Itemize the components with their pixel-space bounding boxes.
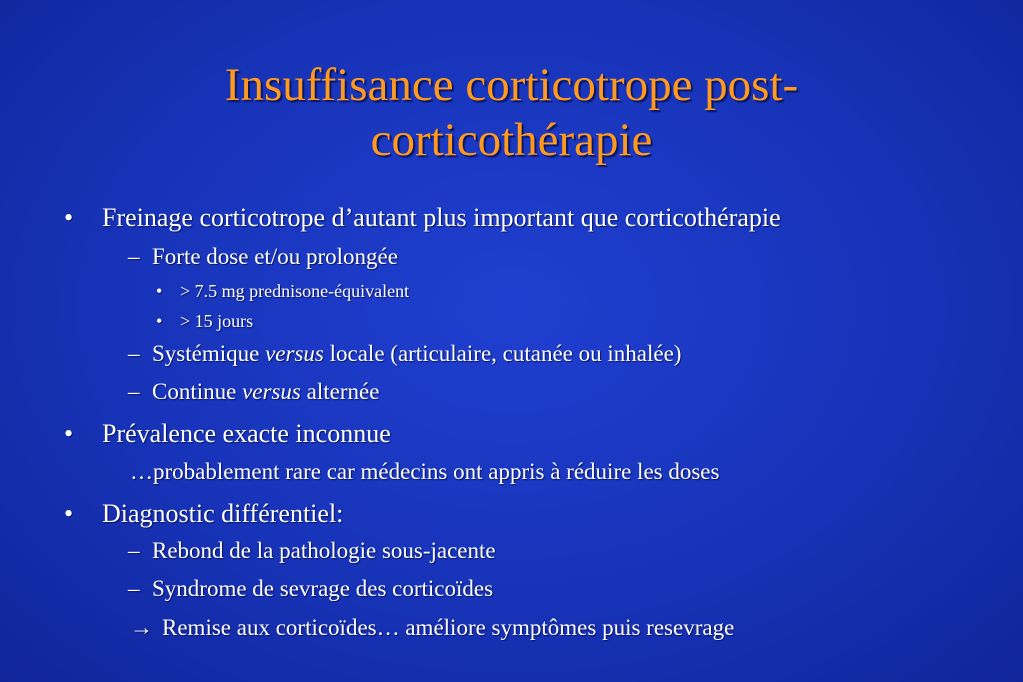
dash-icon: – — [128, 538, 140, 563]
subitem-systemique — [128, 341, 681, 367]
subitem-text-post: alternée — [300, 379, 380, 404]
subsubitem-text: > 7.5 mg prednisone-équivalent — [180, 281, 410, 301]
bullet-text: Diagnostic différentiel: — [102, 499, 344, 528]
subitem-continue — [128, 379, 379, 405]
dash-icon: – — [128, 341, 140, 366]
subitem-rebond — [128, 538, 496, 564]
subitem-text-em: versus — [265, 341, 324, 366]
slide-title — [60, 58, 963, 168]
subitem-syndrome — [128, 576, 493, 602]
arrow-right-icon: → — [130, 615, 153, 640]
bullet-icon: • — [156, 311, 163, 331]
subitem-text: Forte dose et/ou prolongée — [152, 244, 398, 269]
subitem-text-post: locale (articulaire, cutanée ou inhalée) — [323, 341, 682, 366]
dash-icon: – — [128, 379, 140, 404]
arrow-remise — [130, 615, 734, 641]
bullet-icon: • — [64, 499, 74, 528]
continuation-prevalence — [130, 459, 719, 485]
bullet-icon: • — [64, 419, 74, 448]
subsubitem-text: > 15 jours — [180, 311, 254, 331]
bullet-prevalence — [64, 419, 391, 449]
bullet-icon: • — [156, 281, 163, 301]
subsubitem-dose — [156, 281, 409, 302]
bullet-icon: • — [64, 203, 74, 232]
subitem-text: Syndrome de sevrage des corticoïdes — [152, 576, 494, 601]
bullet-text: Freinage corticotrope d’autant plus important que corticothérapie — [102, 203, 781, 232]
arrow-text: Remise aux corticoïdes… améliore symptômes puis resevrage — [162, 615, 735, 640]
subitem-forte-dose — [128, 244, 398, 270]
bullet-diagnostic — [64, 499, 343, 529]
subitem-text-em: versus — [242, 379, 301, 404]
subitem-text-pre: Continue — [152, 379, 243, 404]
subsubitem-duree — [156, 311, 253, 332]
title-line-2: corticothérapie — [370, 114, 653, 166]
dash-icon: – — [128, 244, 140, 269]
title-line-1: Insuffisance corticotrope post- — [224, 59, 799, 111]
bullet-text: Prévalence exacte inconnue — [102, 419, 391, 448]
dash-icon: – — [128, 576, 140, 601]
subitem-text-pre: Systémique — [152, 341, 266, 366]
bullet-freinage — [64, 203, 781, 233]
continuation-text: …probablement rare car médecins ont appris à réduire les doses — [130, 459, 720, 484]
subitem-text: Rebond de la pathologie sous-jacente — [152, 538, 496, 563]
